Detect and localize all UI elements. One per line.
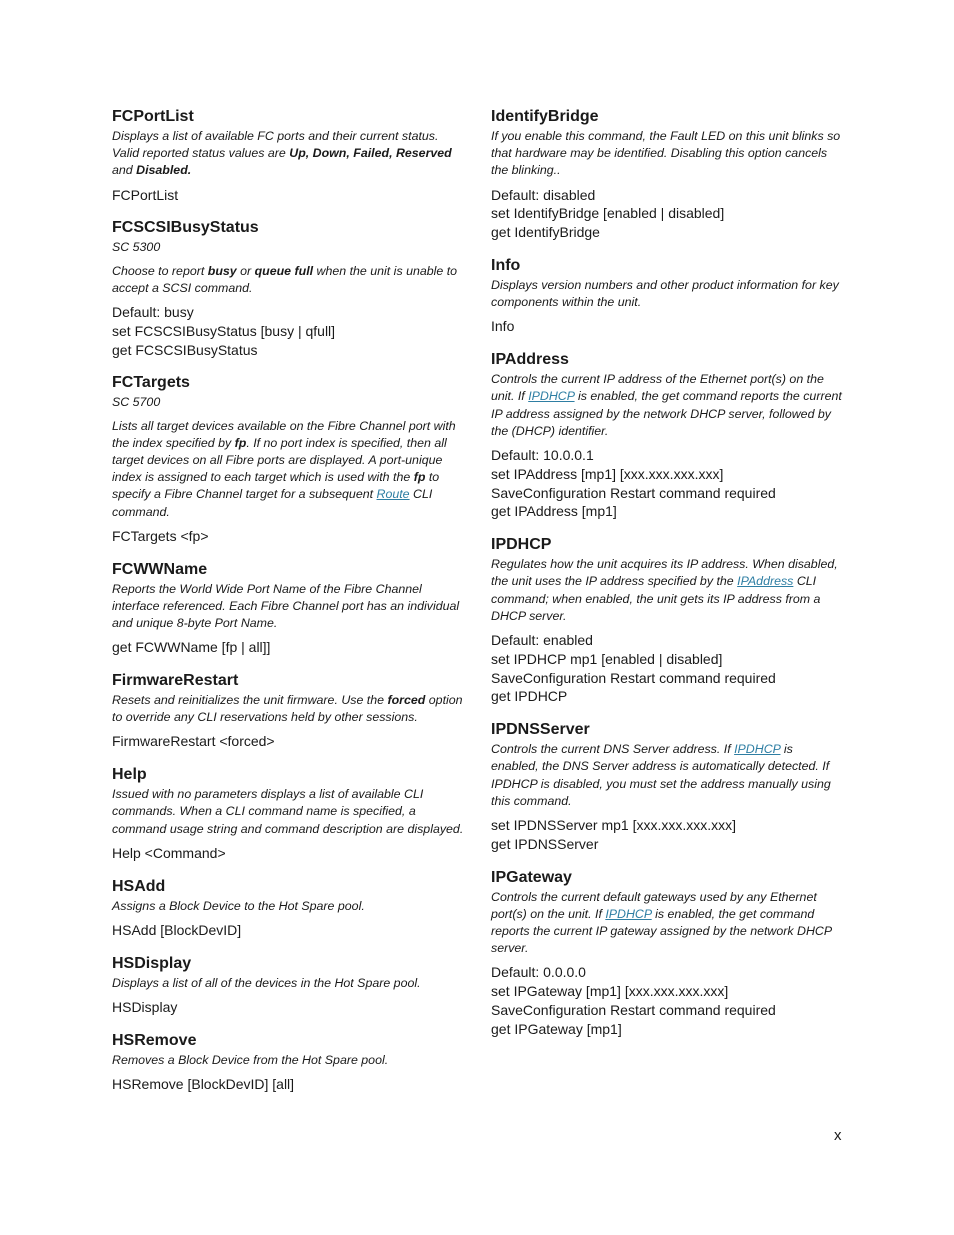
entry-sc-code: SC 5700 bbox=[112, 395, 161, 410]
desc-text: Controls the current DNS Server address. If bbox=[491, 742, 735, 757]
entry-firmwarerestart bbox=[112, 671, 464, 751]
syntax-line: SaveConfiguration Restart command required bbox=[491, 1002, 776, 1019]
entry-title: FirmwareRestart bbox=[112, 672, 239, 690]
desc-text: . If no port index is specified, then all target devices on all Fibre ports are displayed. A port-unique index is assigned to each target which is used with the bbox=[112, 435, 447, 485]
syntax-line: Default: enabled bbox=[491, 632, 593, 649]
syntax-line: set IdentifyBridge [enabled | disabled] bbox=[491, 205, 725, 222]
entry-hsremove bbox=[112, 1031, 464, 1094]
entry-syntax bbox=[112, 844, 464, 863]
syntax-line: get IPGateway [mp1] bbox=[491, 1020, 622, 1037]
entry-title: IdentifyBridge bbox=[491, 108, 599, 125]
syntax-line: set IPAddress [mp1] [xxx.xxx.xxx.xxx] bbox=[491, 465, 724, 482]
syntax-line: Default: busy bbox=[112, 304, 194, 321]
entry-syntax bbox=[491, 186, 843, 242]
desc-text: is enabled, the DNS Server address is automatically detected. If IPDHCP is disabled, you must set the address manually using this command. bbox=[491, 742, 831, 808]
entry-fcscsibusystatus bbox=[112, 218, 464, 359]
entry-description: Removes a Block Device from the Hot Spare pool. bbox=[112, 1052, 389, 1067]
desc-text: is enabled, the get command reports the current IP gateway assigned by the network DHCP server. bbox=[491, 906, 832, 956]
entry-syntax bbox=[112, 638, 464, 657]
desc-text: Choose to report bbox=[112, 263, 208, 278]
syntax-line: Info bbox=[491, 318, 515, 335]
desc-text: is enabled, the get command reports the current IP address assigned by the network DHCP server, followed by the (DHCP) identifier. bbox=[491, 389, 842, 438]
entry-description: If you enable this command, the Fault LED on this unit blinks so that hardware may be identified. Disabling this option cancels the blinking.. bbox=[491, 129, 841, 178]
desc-text: Controls the current default gateways used by any Ethernet port(s) on the unit. If bbox=[491, 889, 817, 921]
entry-identifybridge bbox=[491, 107, 843, 242]
desc-text: Displays a list of available FC ports and their current status. Valid reported status values are bbox=[112, 129, 439, 161]
desc-text: Resets and reinitializes the unit firmware. Use the bbox=[112, 693, 388, 708]
entry-syntax bbox=[112, 998, 464, 1017]
entry-syntax bbox=[112, 527, 464, 546]
left-column bbox=[112, 107, 464, 1108]
syntax-line: get IdentifyBridge bbox=[491, 224, 600, 241]
entry-sc-code: SC 5300 bbox=[112, 240, 161, 255]
desc-text: option to override any CLI reservations held by other sessions. bbox=[112, 693, 463, 725]
syntax-line: FCPortList bbox=[112, 186, 179, 203]
desc-bold: fp bbox=[413, 470, 426, 485]
entry-title: HSDisplay bbox=[112, 954, 192, 972]
entry-syntax bbox=[112, 1075, 464, 1094]
entry-description: Displays version numbers and other product information for key components within the unit. bbox=[491, 278, 839, 310]
syntax-line: SaveConfiguration Restart command required bbox=[491, 484, 776, 501]
syntax-line: get FCSCSIBusyStatus bbox=[112, 341, 258, 358]
ipdhcp-link[interactable]: IPDHCP bbox=[605, 906, 652, 921]
entry-title: HSAdd bbox=[112, 877, 166, 895]
syntax-line: get IPDNSServer bbox=[491, 835, 599, 852]
entry-description bbox=[112, 128, 464, 180]
entry-syntax bbox=[112, 921, 464, 940]
desc-text: when the unit is unable to accept a SCSI command. bbox=[112, 263, 458, 295]
entry-description bbox=[491, 741, 843, 810]
entry-description bbox=[112, 263, 464, 297]
syntax-line: FirmwareRestart <forced> bbox=[112, 733, 275, 750]
entry-fcportlist bbox=[112, 107, 464, 204]
entry-syntax bbox=[491, 446, 843, 521]
entry-description bbox=[491, 371, 843, 440]
syntax-line: Default: disabled bbox=[491, 186, 596, 203]
desc-text: or bbox=[236, 263, 255, 278]
syntax-line: HSAdd [BlockDevID] bbox=[112, 921, 242, 938]
ipdhcp-link[interactable]: IPDHCP bbox=[734, 742, 781, 757]
syntax-line: set IPDHCP mp1 [enabled | disabled] bbox=[491, 650, 723, 667]
syntax-line: SaveConfiguration Restart command required bbox=[491, 669, 776, 686]
syntax-line: get IPAddress [mp1] bbox=[491, 503, 617, 520]
entry-syntax bbox=[112, 732, 464, 751]
entry-description bbox=[112, 692, 464, 726]
entry-description: Issued with no parameters displays a list of available CLI commands. When a CLI command name is specified, a command usage string and command description are displayed. bbox=[112, 787, 464, 836]
desc-text: CLI command; when enabled, the unit gets its IP address from a DHCP server. bbox=[491, 574, 821, 623]
entry-title: FCWWName bbox=[112, 560, 208, 578]
desc-bold: Up, Down, Failed, Reserved bbox=[289, 146, 452, 161]
desc-bold: busy bbox=[207, 263, 237, 278]
route-link[interactable]: Route bbox=[376, 487, 410, 502]
syntax-line: get IPDHCP bbox=[491, 688, 568, 705]
desc-text: and bbox=[112, 163, 137, 178]
entry-title: Help bbox=[112, 766, 147, 784]
entry-title: IPDNSServer bbox=[491, 721, 590, 739]
entry-info bbox=[491, 256, 843, 336]
entry-syntax bbox=[112, 303, 464, 359]
entry-title: IPGateway bbox=[491, 868, 572, 886]
entry-description bbox=[112, 418, 464, 521]
ipdhcp-link[interactable]: IPDHCP bbox=[528, 389, 575, 404]
desc-text: CLI command. bbox=[112, 487, 433, 519]
page-number: x bbox=[834, 1127, 842, 1144]
entry-ipaddress bbox=[491, 350, 843, 521]
entry-ipdnsserver bbox=[491, 720, 843, 853]
entry-hsdisplay bbox=[112, 954, 464, 1017]
entry-description bbox=[491, 889, 843, 958]
entry-title: IPAddress bbox=[491, 351, 569, 369]
entry-hsadd bbox=[112, 877, 464, 940]
syntax-line: HSRemove [BlockDevID] [all] bbox=[112, 1075, 295, 1092]
entry-title: Info bbox=[491, 257, 521, 274]
entry-fcwwname bbox=[112, 560, 464, 657]
entry-description bbox=[491, 556, 843, 625]
entry-syntax bbox=[491, 631, 843, 706]
entry-fctargets bbox=[112, 373, 464, 545]
entry-syntax bbox=[491, 963, 843, 1038]
desc-bold: queue full bbox=[254, 263, 314, 278]
entry-syntax bbox=[112, 186, 464, 205]
entry-help bbox=[112, 765, 464, 862]
syntax-line: Default: 0.0.0.0 bbox=[491, 964, 586, 981]
right-column bbox=[491, 107, 843, 1053]
syntax-line: Default: 10.0.0.1 bbox=[491, 447, 594, 464]
entry-ipgateway bbox=[491, 868, 843, 1039]
entry-description: Displays a list of all of the devices in the Hot Spare pool. bbox=[112, 975, 421, 990]
entry-title: IPDHCP bbox=[491, 536, 552, 554]
desc-bold: Disabled. bbox=[136, 163, 192, 178]
entry-ipdhcp bbox=[491, 535, 843, 706]
ipaddress-link[interactable]: IPAddress bbox=[737, 574, 794, 589]
syntax-line: get FCWWName [fp | all]] bbox=[112, 639, 271, 656]
desc-text: Lists all target devices available on the Fibre Channel port with the index specified by bbox=[112, 418, 456, 450]
desc-text: Regulates how the unit acquires its IP address. When disabled, the unit uses the IP address specified by the bbox=[491, 557, 838, 589]
syntax-line: set FCSCSIBusyStatus [busy | qfull] bbox=[112, 322, 336, 339]
entry-description: Reports the World Wide Port Name of the Fibre Channel interface referenced. Each Fibre Channel port has an individual and unique 8-byte Port Name. bbox=[112, 581, 460, 631]
entry-title: HSRemove bbox=[112, 1031, 197, 1049]
entry-syntax bbox=[491, 317, 843, 336]
syntax-line: FCTargets <fp> bbox=[112, 527, 209, 544]
syntax-line: Help <Command> bbox=[112, 844, 226, 861]
entry-description: Assigns a Block Device to the Hot Spare pool. bbox=[112, 898, 365, 913]
entry-title: FCSCSIBusyStatus bbox=[112, 219, 259, 237]
desc-bold: fp bbox=[234, 435, 247, 450]
entry-title: FCPortList bbox=[112, 108, 194, 125]
entry-title: FCTargets bbox=[112, 374, 190, 392]
syntax-line: HSDisplay bbox=[112, 998, 178, 1015]
syntax-line: set IPDNSServer mp1 [xxx.xxx.xxx.xxx] bbox=[491, 817, 737, 834]
desc-text: Controls the current IP address of the Ethernet port(s) on the unit. If bbox=[491, 372, 824, 404]
entry-syntax bbox=[491, 816, 843, 854]
desc-text: to specify a Fibre Channel target for a subsequent bbox=[112, 470, 440, 502]
desc-bold: forced bbox=[387, 693, 426, 708]
syntax-line: set IPGateway [mp1] [xxx.xxx.xxx.xxx] bbox=[491, 983, 729, 1000]
